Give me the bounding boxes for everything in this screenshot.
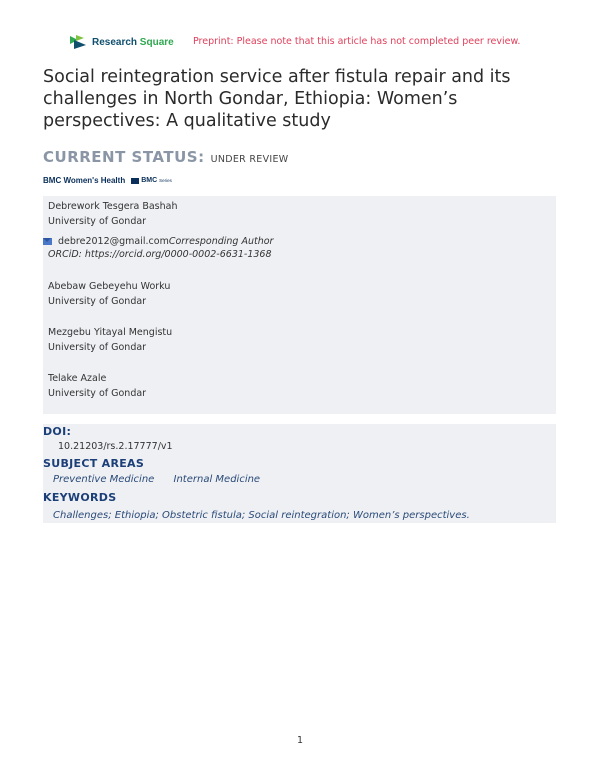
- preprint-notice: Preprint: Please note that this article has not completed peer review.: [193, 36, 521, 47]
- status-label: CURRENT STATUS:: [43, 148, 205, 166]
- keywords-label: KEYWORDS: [43, 491, 117, 504]
- author-entry: [48, 279, 170, 309]
- research-square-logo-icon: [68, 34, 88, 50]
- author-name: Debrework Tesgera Bashah: [48, 201, 178, 212]
- paper-title: Social reintegration service after fistula repair and its challenges in North Gondar, Ethiopia: Women’s perspectives: A qualitative study: [43, 67, 511, 131]
- email-icon[interactable]: [43, 238, 52, 245]
- subject-area-item[interactable]: Preventive Medicine: [53, 474, 155, 485]
- author-entry: [48, 371, 146, 401]
- author-name: Telake Azale: [48, 373, 107, 384]
- author-entry: [48, 325, 172, 355]
- logo-wordmark: Research Square: [92, 36, 174, 48]
- status-value: UNDER REVIEW: [210, 154, 289, 165]
- author-affiliation: University of Gondar: [48, 342, 147, 353]
- author-entry: [48, 199, 178, 229]
- corresponding-email-row: [43, 236, 273, 247]
- research-square-logo[interactable]: [68, 34, 174, 50]
- series-name: BMC: [141, 177, 158, 184]
- journal-logo: [43, 176, 172, 185]
- page-number: 1: [296, 735, 304, 746]
- series-sub: Series: [159, 178, 172, 183]
- author-affiliation: University of Gondar: [48, 296, 147, 307]
- doi-value[interactable]: 10.21203/rs.2.17777/v1: [58, 441, 173, 452]
- page-header: [68, 34, 548, 54]
- current-status: [43, 148, 288, 166]
- doi-label: DOI:: [43, 425, 72, 438]
- metadata-panel: [43, 424, 556, 523]
- author-affiliation: University of Gondar: [48, 388, 147, 399]
- author-affiliation: University of Gondar: [48, 216, 147, 227]
- subject-areas-label: SUBJECT AREAS: [43, 457, 145, 470]
- subject-areas-list: [53, 474, 276, 485]
- author-email[interactable]: debre2012@gmail.com: [58, 236, 169, 247]
- author-name: Mezgebu Yitayal Mengistu: [48, 327, 173, 338]
- author-orcid[interactable]: ORCiD: https://orcid.org/0000-0002-6631-1368: [48, 249, 272, 260]
- subject-area-item[interactable]: Internal Medicine: [173, 474, 261, 485]
- bmc-series-icon: [131, 178, 139, 184]
- corresponding-author-label: Corresponding Author: [168, 236, 274, 247]
- author-name: Abebaw Gebeyehu Worku: [48, 281, 171, 292]
- keywords-value: Challenges; Ethiopia; Obstetric fistula; Social reintegration; Women’s perspectives.: [53, 510, 470, 521]
- authors-panel: [43, 196, 556, 414]
- journal-name: BMC Women's Health: [43, 176, 126, 185]
